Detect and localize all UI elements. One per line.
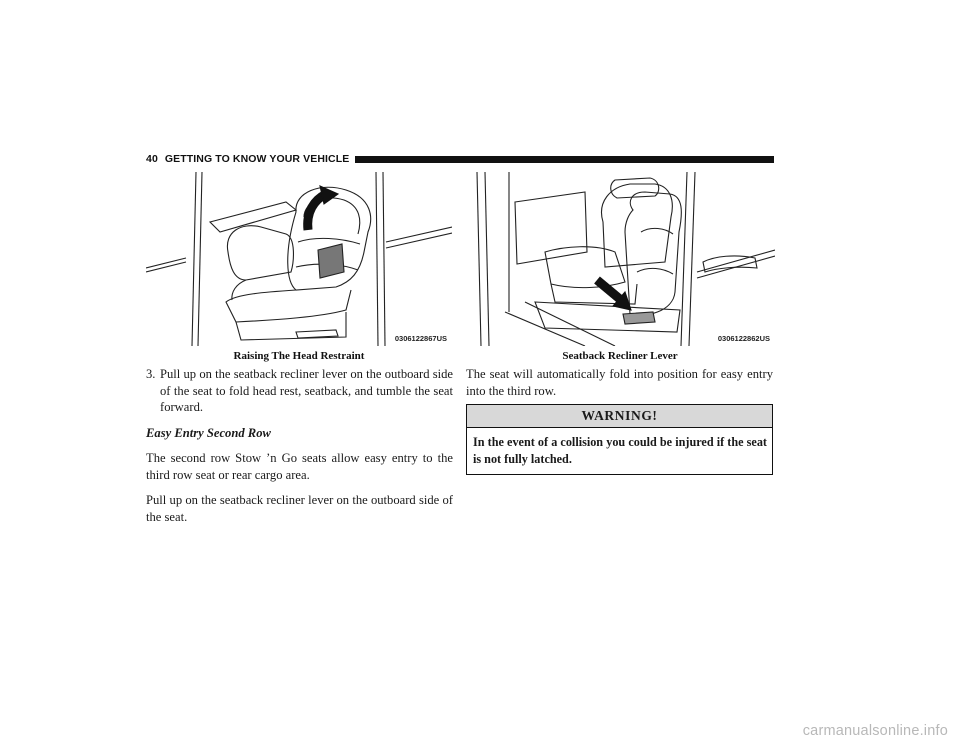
warning-box bbox=[466, 404, 773, 475]
seatback-recliner-lever-illustration bbox=[465, 172, 775, 346]
step-text: Pull up on the seatback recliner lever on the outboard side of the seat to fold head rest, seatback, and tumble the seat forward. bbox=[160, 367, 453, 414]
figure-caption-right: Seatback Recliner Lever bbox=[562, 350, 678, 362]
figure-code: 0306122867US bbox=[394, 334, 447, 343]
watermark: carmanualsonline.info bbox=[802, 723, 948, 739]
page-header bbox=[146, 152, 774, 166]
step-3 bbox=[146, 366, 453, 416]
figure-recliner-lever bbox=[465, 172, 775, 346]
subhead-easy-entry: Easy Entry Second Row bbox=[146, 425, 271, 440]
figure-caption-left: Raising The Head Restraint bbox=[233, 350, 365, 362]
paragraph-auto-fold: The seat will automatically fold into position for easy entry into the third row. bbox=[466, 367, 773, 398]
warning-title: WARNING! bbox=[467, 405, 772, 428]
paragraph-stow-n-go: The second row Stow ’n Go seats allow easy entry to the third row seat or rear cargo area. bbox=[146, 451, 453, 482]
figure-code: 0306122862US bbox=[717, 334, 770, 343]
warning-body: In the event of a collision you could be injured if the seat is not fully latched. bbox=[473, 435, 767, 466]
seat-head-restraint-illustration bbox=[146, 172, 452, 346]
left-column bbox=[146, 366, 453, 534]
page-number: 40 bbox=[146, 153, 158, 165]
step-number: 3. bbox=[146, 367, 156, 381]
right-column bbox=[466, 366, 773, 408]
paragraph-pull-lever: Pull up on the seatback recliner lever on the outboard side of the seat. bbox=[146, 493, 453, 524]
figure-head-restraint bbox=[146, 172, 452, 346]
header-rule bbox=[355, 156, 774, 163]
section-title: GETTING TO KNOW YOUR VEHICLE bbox=[164, 153, 350, 165]
